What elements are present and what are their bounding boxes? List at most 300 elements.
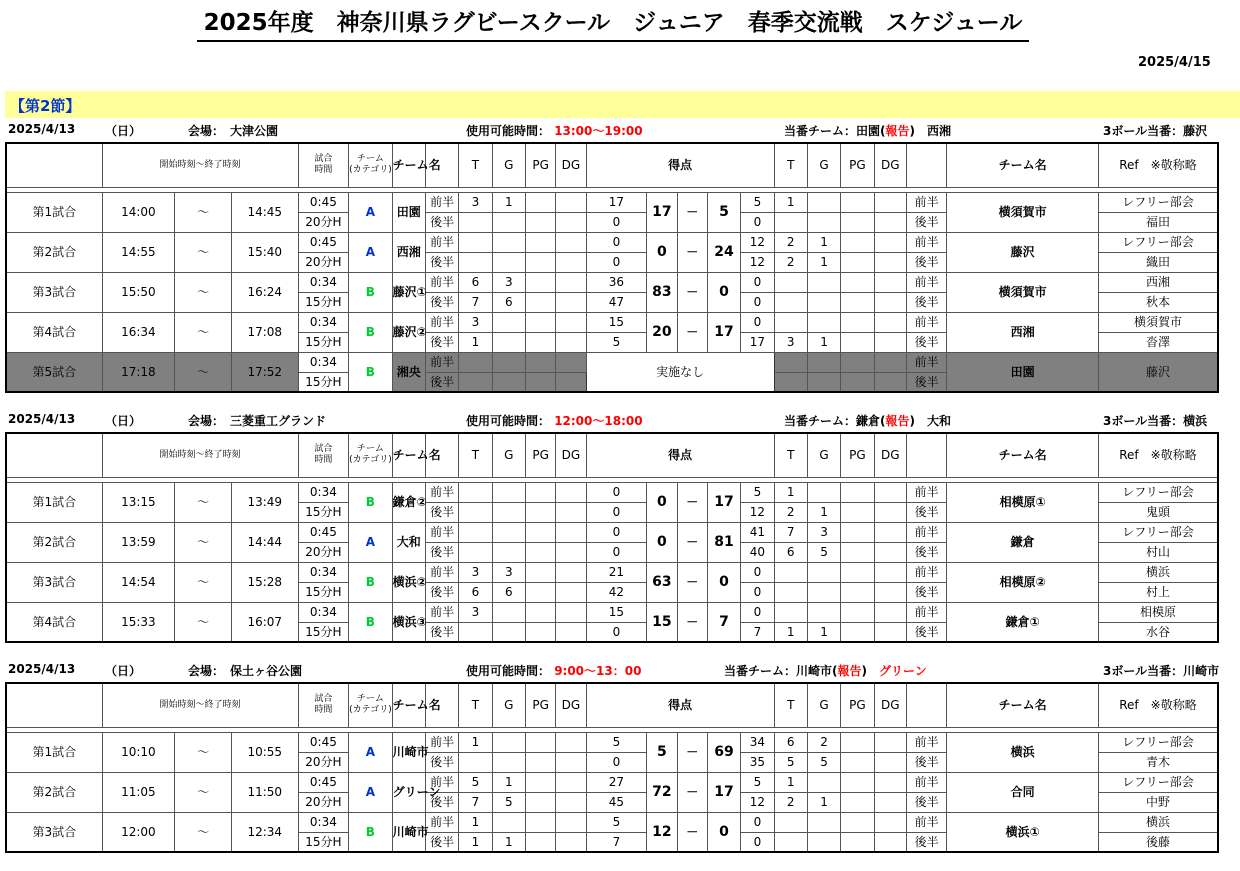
page-title: 2025年度 神奈川県ラグビースクール ジュニア 春季交流戦 スケジュール [197, 4, 1029, 42]
pg-count [525, 332, 555, 352]
dg-count [874, 622, 906, 642]
half-label: 後半 [906, 212, 946, 232]
duration: 15分H [298, 832, 349, 852]
header-pg: PG [525, 143, 555, 187]
header-score: 得点 [586, 433, 774, 477]
ball-duty: 3ボール当番：川崎市 [1103, 664, 1220, 678]
end-time: 17:08 [231, 312, 298, 352]
pg-count [525, 312, 555, 332]
start-time: 13:59 [102, 522, 175, 562]
away-total: 0 [707, 812, 740, 852]
home-half-score: 15 [586, 602, 647, 622]
home-half-score: 36 [586, 272, 647, 292]
t-count: 1 [774, 482, 807, 502]
g-count: 1 [492, 192, 525, 212]
category: A [349, 192, 392, 232]
referee-org: レフリー部会 [1098, 232, 1218, 252]
half-label: 前半 [425, 312, 458, 332]
g-count [807, 312, 840, 332]
half-label: 前半 [425, 232, 458, 252]
referee-org: 横浜 [1098, 812, 1218, 832]
category: B [349, 272, 392, 312]
dg-count [874, 192, 906, 212]
half-label: 後半 [425, 502, 458, 522]
score-dash: － [677, 522, 707, 562]
pg-count [525, 272, 555, 292]
t-count [459, 622, 492, 642]
end-time: 16:07 [231, 602, 298, 642]
header-dg: DG [874, 683, 906, 727]
t-count: 3 [459, 312, 492, 332]
dg-count [556, 562, 586, 582]
pg-count [525, 292, 555, 312]
g-count: 3 [492, 562, 525, 582]
pg-count [841, 502, 874, 522]
block-header [0, 412, 1240, 430]
duration: 15分H [298, 502, 349, 522]
half-label: 後半 [425, 542, 458, 562]
duration: 0:34 [298, 812, 349, 832]
header-dg: DG [874, 433, 906, 477]
header-team: チーム名 [392, 143, 425, 187]
duration: 20分H [298, 252, 349, 272]
start-time: 12:00 [102, 812, 175, 852]
dg-count [556, 602, 586, 622]
away-half-score: 7 [741, 622, 774, 642]
time-sep: ～ [175, 522, 232, 562]
published-date: 2025/4/15 [1138, 55, 1211, 70]
ball-duty: 3ボール当番：横浜 [1103, 414, 1208, 428]
away-team: 田園 [947, 352, 1099, 392]
t-count: 3 [774, 332, 807, 352]
header-time-range: 開始時刻～終了時刻 [102, 143, 298, 187]
referee-org: レフリー部会 [1098, 772, 1218, 792]
dg-count [874, 292, 906, 312]
game-no: 第3試合 [6, 562, 102, 602]
g-count [807, 582, 840, 602]
home-team: 湘央 [392, 352, 425, 392]
half-label: 前半 [425, 772, 458, 792]
game-no: 第2試合 [6, 772, 102, 812]
t-count [774, 272, 807, 292]
time-sep: ～ [175, 312, 232, 352]
start-time: 14:54 [102, 562, 175, 602]
pg-count [841, 332, 874, 352]
t-count [774, 582, 807, 602]
category: B [349, 482, 392, 522]
away-half-score: 41 [741, 522, 774, 542]
dg-count [874, 602, 906, 622]
category: B [349, 562, 392, 602]
dg-count [556, 312, 586, 332]
half-label: 前半 [906, 772, 946, 792]
schedule-table [5, 432, 1219, 643]
half-label: 後半 [906, 502, 946, 522]
duty-team: 当番チーム：田園(報告) 西湘 [784, 124, 952, 138]
start-time: 14:00 [102, 192, 175, 232]
game-no: 第5試合 [6, 352, 102, 392]
t-count: 2 [774, 232, 807, 252]
duration: 20分H [298, 212, 349, 232]
half-label: 後半 [425, 582, 458, 602]
game-row [6, 772, 1218, 792]
referee-name: 村山 [1098, 542, 1218, 562]
game-no: 第4試合 [6, 312, 102, 352]
header-team: チーム名 [947, 433, 1099, 477]
away-half-score: 12 [741, 792, 774, 812]
g-count [492, 212, 525, 232]
dg-count [874, 582, 906, 602]
away-total: 69 [707, 732, 740, 772]
game-row [6, 812, 1218, 832]
away-half-score: 34 [741, 732, 774, 752]
half-label: 前半 [425, 812, 458, 832]
pg-count [525, 502, 555, 522]
header-category: チーム (カテゴリ) [349, 143, 392, 187]
dg-count [874, 772, 906, 792]
pg-count [841, 562, 874, 582]
away-half-score: 5 [741, 772, 774, 792]
g-count: 1 [807, 252, 840, 272]
away-total: 17 [707, 482, 740, 522]
duration: 0:34 [298, 352, 349, 372]
game-row [6, 352, 1218, 372]
referee-name: 後藤 [1098, 832, 1218, 852]
home-total: 72 [647, 772, 677, 812]
home-half-score: 0 [586, 482, 647, 502]
header-team: チーム名 [392, 433, 425, 477]
t-count: 2 [774, 502, 807, 522]
t-count [459, 232, 492, 252]
t-count [459, 482, 492, 502]
g-count [492, 482, 525, 502]
g-count: 1 [807, 792, 840, 812]
dg-count [556, 192, 586, 212]
half-label: 前半 [906, 732, 946, 752]
half-label: 前半 [425, 482, 458, 502]
header-no [6, 683, 102, 727]
home-half-score: 45 [586, 792, 647, 812]
header-dg: DG [556, 143, 586, 187]
g-count [807, 772, 840, 792]
half-label: 前半 [425, 732, 458, 752]
g-count [492, 602, 525, 622]
half-label: 後半 [425, 622, 458, 642]
pg-count [525, 252, 555, 272]
referee-org: レフリー部会 [1098, 732, 1218, 752]
half-label: 後半 [906, 252, 946, 272]
away-team: 鎌倉① [947, 602, 1099, 642]
half-label: 前半 [425, 352, 458, 372]
game-no: 第2試合 [6, 522, 102, 562]
dg-count [556, 752, 586, 772]
start-time: 17:18 [102, 352, 175, 392]
away-half-score: 0 [741, 832, 774, 852]
pg-count [841, 542, 874, 562]
dg-count [556, 622, 586, 642]
referee-name: 中野 [1098, 792, 1218, 812]
pg-count [841, 252, 874, 272]
half-label: 後半 [425, 752, 458, 772]
away-half-score: 5 [741, 482, 774, 502]
game-row [6, 602, 1218, 622]
end-time: 11:50 [231, 772, 298, 812]
away-half-score: 12 [741, 502, 774, 522]
pg-count [525, 752, 555, 772]
header-g: G [807, 433, 840, 477]
half-label: 後半 [425, 292, 458, 312]
g-count: 5 [807, 542, 840, 562]
t-count: 5 [459, 772, 492, 792]
away-total: 5 [707, 192, 740, 232]
start-time: 14:55 [102, 232, 175, 272]
t-count: 7 [459, 292, 492, 312]
header-time-range: 開始時刻～終了時刻 [102, 683, 298, 727]
pg-count [525, 232, 555, 252]
pg-count [841, 812, 874, 832]
g-count [492, 542, 525, 562]
game-no: 第3試合 [6, 812, 102, 852]
t-count: 1 [459, 732, 492, 752]
cancel-notice: 実施なし [586, 352, 774, 392]
pg-count [525, 622, 555, 642]
schedule-table [5, 682, 1219, 853]
away-total: 7 [707, 602, 740, 642]
game-no: 第2試合 [6, 232, 102, 272]
home-half-score: 5 [586, 332, 647, 352]
referee-org: 相模原 [1098, 602, 1218, 622]
dg-count [874, 502, 906, 522]
home-half-score: 0 [586, 542, 647, 562]
g-count: 6 [492, 582, 525, 602]
dg-count [874, 312, 906, 332]
half-label: 前半 [906, 352, 946, 372]
dg-count [874, 732, 906, 752]
away-half-score: 0 [741, 582, 774, 602]
home-team: 西湘 [392, 232, 425, 272]
away-half-score: 0 [741, 292, 774, 312]
dg-count [874, 212, 906, 232]
referee-name: 水谷 [1098, 622, 1218, 642]
t-count [774, 562, 807, 582]
end-time: 15:40 [231, 232, 298, 272]
away-half-score: 0 [741, 312, 774, 332]
t-count [459, 752, 492, 772]
t-count [774, 812, 807, 832]
away-team: 鎌倉 [947, 522, 1099, 562]
half-label: 後半 [906, 332, 946, 352]
t-count: 5 [774, 752, 807, 772]
game-row [6, 522, 1218, 542]
dg-count [874, 232, 906, 252]
half-label: 前半 [425, 602, 458, 622]
header-g: G [492, 683, 525, 727]
category: B [349, 812, 392, 852]
duration: 0:45 [298, 192, 349, 212]
home-team: グリーン [392, 772, 425, 812]
time-sep: ～ [175, 192, 232, 232]
game-row [6, 562, 1218, 582]
pg-count [525, 522, 555, 542]
match-date: 2025/4/13 [8, 122, 76, 136]
score-dash: － [677, 562, 707, 602]
pg-count [841, 312, 874, 332]
home-half-score: 0 [586, 252, 647, 272]
header-t: T [774, 433, 807, 477]
header-pg: PG [841, 433, 874, 477]
t-count: 6 [459, 272, 492, 292]
t-count [774, 212, 807, 232]
score-dash: － [677, 232, 707, 272]
home-team: 藤沢① [392, 272, 425, 312]
home-team: 大和 [392, 522, 425, 562]
dg-count [556, 732, 586, 752]
match-date: 2025/4/13 [8, 412, 76, 426]
g-count: 1 [492, 832, 525, 852]
pg-count [841, 232, 874, 252]
g-count: 1 [807, 232, 840, 252]
dg-count [556, 502, 586, 522]
t-count: 6 [774, 542, 807, 562]
half-label: 後半 [425, 832, 458, 852]
duration: 20分H [298, 792, 349, 812]
duration: 0:45 [298, 522, 349, 542]
pg-count [525, 602, 555, 622]
t-count: 1 [459, 832, 492, 852]
header-dg: DG [874, 143, 906, 187]
game-row [6, 192, 1218, 212]
t-count [774, 292, 807, 312]
away-team: 相模原② [947, 562, 1099, 602]
dg-count [556, 522, 586, 542]
home-half-score: 47 [586, 292, 647, 312]
g-count: 5 [492, 792, 525, 812]
away-half-score: 0 [741, 562, 774, 582]
dg-count [556, 482, 586, 502]
end-time: 12:34 [231, 812, 298, 852]
pg-count [525, 812, 555, 832]
dg-count [874, 752, 906, 772]
game-row [6, 312, 1218, 332]
home-team: 藤沢② [392, 312, 425, 352]
away-team: 藤沢 [947, 232, 1099, 272]
half-label: 前半 [906, 522, 946, 542]
score-dash: － [677, 312, 707, 352]
header-half [906, 683, 946, 727]
header-score: 得点 [586, 143, 774, 187]
dg-count [556, 582, 586, 602]
dg-count [874, 792, 906, 812]
home-half-score: 27 [586, 772, 647, 792]
time-sep: ～ [175, 482, 232, 522]
away-half-score: 35 [741, 752, 774, 772]
away-team: 横浜 [947, 732, 1099, 772]
half-label: 後半 [906, 582, 946, 602]
home-total: 12 [647, 812, 677, 852]
dg-count [874, 832, 906, 852]
dg-count [556, 772, 586, 792]
category: B [349, 352, 392, 392]
schedule-table [5, 142, 1219, 393]
category: B [349, 602, 392, 642]
header-team: チーム名 [947, 143, 1099, 187]
away-total: 17 [707, 312, 740, 352]
start-time: 15:33 [102, 602, 175, 642]
referee-name: 秋本 [1098, 292, 1218, 312]
game-no: 第1試合 [6, 732, 102, 772]
header-dg: DG [556, 683, 586, 727]
g-count: 3 [807, 522, 840, 542]
home-half-score: 17 [586, 192, 647, 212]
header-t: T [774, 683, 807, 727]
referee: 藤沢 [1098, 352, 1218, 392]
header-pg: PG [841, 143, 874, 187]
end-time: 15:28 [231, 562, 298, 602]
pg-count [525, 792, 555, 812]
start-time: 11:05 [102, 772, 175, 812]
referee-org: 横浜 [1098, 562, 1218, 582]
g-count [492, 812, 525, 832]
half-label: 前半 [906, 812, 946, 832]
g-count: 1 [807, 332, 840, 352]
half-label: 前半 [906, 312, 946, 332]
dg-count [556, 252, 586, 272]
t-count: 3 [459, 192, 492, 212]
time-sep: ～ [175, 232, 232, 272]
pg-count [841, 192, 874, 212]
pg-count [525, 732, 555, 752]
score-dash: － [677, 772, 707, 812]
table-header [6, 683, 1218, 727]
half-label: 前半 [425, 522, 458, 542]
half-label: 前半 [906, 562, 946, 582]
dg-count [874, 522, 906, 542]
home-total: 0 [647, 232, 677, 272]
home-total: 63 [647, 562, 677, 602]
pg-count [841, 212, 874, 232]
home-half-score: 5 [586, 732, 647, 752]
time-sep: ～ [175, 602, 232, 642]
half-label: 前半 [906, 272, 946, 292]
half-label: 前半 [425, 192, 458, 212]
pg-count [525, 542, 555, 562]
table-header [6, 433, 1218, 477]
pg-count [525, 832, 555, 852]
t-count: 1 [774, 192, 807, 212]
header-team: チーム名 [947, 683, 1099, 727]
pg-count [525, 562, 555, 582]
g-count: 3 [492, 272, 525, 292]
away-team: 合同 [947, 772, 1099, 812]
t-count: 1 [774, 772, 807, 792]
g-count [807, 562, 840, 582]
round-label: 【第2節】 [5, 91, 1240, 118]
duration: 0:45 [298, 772, 349, 792]
home-total: 0 [647, 522, 677, 562]
category: A [349, 772, 392, 812]
duration: 0:45 [298, 732, 349, 752]
pg-count [525, 192, 555, 212]
half-label: 後半 [425, 792, 458, 812]
away-half-score: 5 [741, 192, 774, 212]
end-time: 14:44 [231, 522, 298, 562]
block-header [0, 662, 1240, 680]
t-count [459, 522, 492, 542]
header-duration: 試合 時間 [298, 433, 349, 477]
half-label: 後半 [906, 292, 946, 312]
pg-count [841, 772, 874, 792]
home-half-score: 0 [586, 752, 647, 772]
